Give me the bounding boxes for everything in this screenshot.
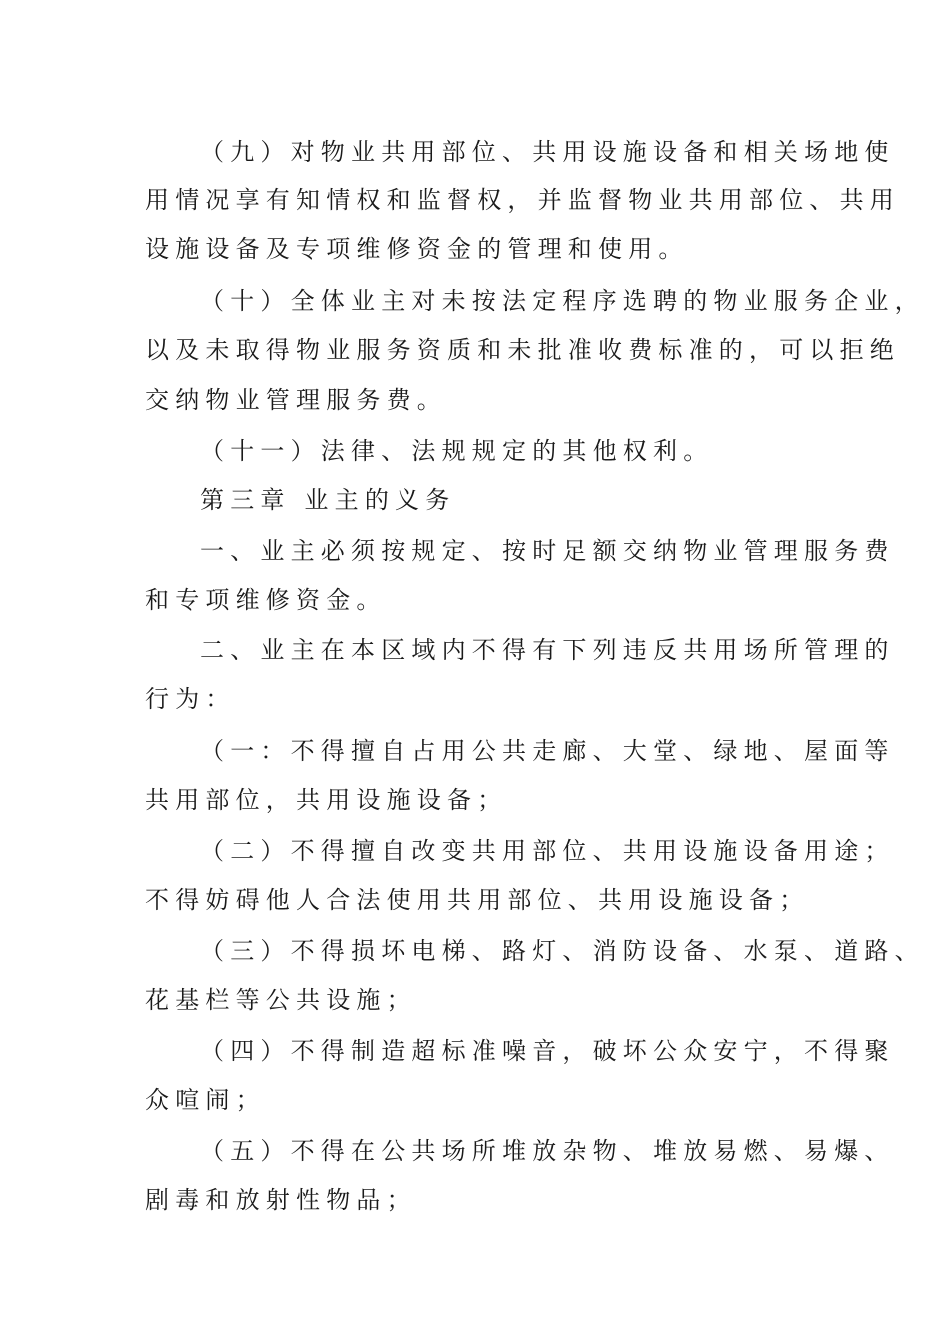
- paragraph-sub-4-line-2: 众喧闹；: [145, 1086, 266, 1114]
- chapter-heading: 第三章 业主的义务: [200, 486, 456, 514]
- paragraph-duty-2-line-1: 二、业主在本区域内不得有下列违反共用场所管理的: [200, 636, 895, 664]
- paragraph-duty-2-line-2: 行为：: [145, 685, 236, 713]
- paragraph-item-10-line-3: 交纳物业管理服务费。: [145, 386, 447, 414]
- paragraph-sub-1-line-2: 共用部位，共用设施设备；: [145, 786, 508, 814]
- paragraph-sub-5-line-2: 剧毒和放射性物品；: [145, 1186, 417, 1214]
- paragraph-sub-3-line-2: 花基栏等公共设施；: [145, 986, 417, 1014]
- paragraph-item-10-line-1: （十）全体业主对未按法定程序选聘的物业服务企业，: [200, 287, 925, 315]
- paragraph-item-9-line-2: 用情况享有知情权和监督权，并监督物业共用部位、共用: [145, 186, 900, 214]
- paragraph-item-11-line-1: （十一）法律、法规规定的其他权利。: [200, 437, 714, 465]
- paragraph-sub-1-line-1: （一：不得擅自占用公共走廊、大堂、绿地、屋面等: [200, 737, 895, 765]
- paragraph-duty-1-line-2: 和专项维修资金。: [145, 586, 387, 614]
- paragraph-sub-2-line-1: （二）不得擅自改变共用部位、共用设施设备用途；: [200, 837, 895, 865]
- paragraph-sub-2-line-2: 不得妨碍他人合法使用共用部位、共用设施设备；: [145, 886, 810, 914]
- paragraph-sub-4-line-1: （四）不得制造超标准噪音，破坏公众安宁，不得聚: [200, 1037, 895, 1065]
- paragraph-item-9-line-1: （九）对物业共用部位、共用设施设备和相关场地使: [200, 138, 895, 166]
- paragraph-item-9-line-3: 设施设备及专项维修资金的管理和使用。: [145, 235, 689, 263]
- paragraph-duty-1-line-1: 一、业主必须按规定、按时足额交纳物业管理服务费: [200, 537, 895, 565]
- paragraph-sub-3-line-1: （三）不得损坏电梯、路灯、消防设备、水泵、道路、: [200, 937, 925, 965]
- paragraph-sub-5-line-1: （五）不得在公共场所堆放杂物、堆放易燃、易爆、: [200, 1137, 895, 1165]
- paragraph-item-10-line-2: 以及未取得物业服务资质和未批准收费标准的，可以拒绝: [145, 336, 900, 364]
